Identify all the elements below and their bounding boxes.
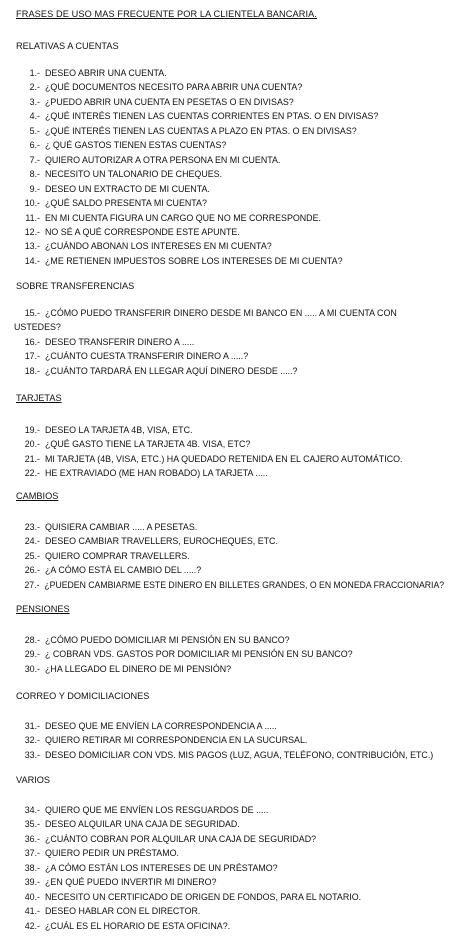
phrase-number: 12.- bbox=[24, 226, 40, 237]
phrase-item bbox=[14, 890, 444, 904]
phrase-item bbox=[14, 861, 444, 875]
phrase-text: EN MI CUENTA FIGURA UN CARGO QUE NO ME CORRESPONDE. bbox=[45, 212, 321, 223]
phrase-item bbox=[14, 875, 444, 889]
phrase-text: NO SÉ A QUÉ CORRESPONDE ESTE APUNTE. bbox=[45, 226, 240, 237]
phrase-item bbox=[14, 225, 444, 239]
phrase-text: ¿CUÁNDO ABONAN LOS INTERESES EN MI CUENTA? bbox=[45, 241, 272, 252]
phrase-text: QUISIERA CAMBIAR ..... A PESETAS. bbox=[45, 522, 198, 532]
phrase-text: NECESITO UN CERTIFICADO DE ORIGEN DE FONDOS, PARA EL NOTARIO. bbox=[45, 891, 362, 902]
phrase-item bbox=[14, 364, 444, 378]
phrase-item bbox=[14, 211, 444, 225]
phrase-item bbox=[14, 563, 444, 577]
phrase-number: 37.- bbox=[24, 848, 40, 859]
phrase-item bbox=[14, 719, 444, 733]
phrase-number: 24.- bbox=[24, 536, 40, 547]
phrase-text: ¿ME RETIENEN IMPUESTOS SOBRE LOS INTERESES DE MI CUENTA? bbox=[45, 255, 343, 266]
phrase-text: QUIERO COMPRAR TRAVELLERS. bbox=[45, 550, 190, 561]
phrase-text: QUIERO RETIRAR MI CORRESPONDENCIA EN LA SUCURSAL. bbox=[45, 735, 308, 746]
phrase-text: ¿QUÉ DOCUMENTOS NECESITO PARA ABRIR UNA CUENTA? bbox=[45, 82, 303, 93]
phrase-number: 21.- bbox=[24, 453, 40, 464]
phrase-number: 42.- bbox=[24, 920, 40, 931]
phrase-number: 4.- bbox=[29, 111, 40, 122]
phrase-number: 26.- bbox=[24, 565, 40, 576]
phrase-text: DESEO TRANSFERIR DINERO A ..... bbox=[45, 336, 195, 347]
phrase-text: DESEO DOMICILIAR CON VDS. MIS PAGOS (LUZ, AGUA, TELÉFONO, CONTRIBUCIÓN, ETC.) bbox=[45, 749, 434, 760]
phrase-text: ¿PUEDO ABRIR UNA CUENTA EN PESETAS O EN DIVISAS? bbox=[45, 96, 294, 107]
phrase-text: ¿CUÁNTO CUESTA TRANSFERIR DINERO A .....? bbox=[45, 351, 249, 362]
phrase-number: 28.- bbox=[24, 635, 40, 645]
phrase-text: DESEO LA TARJETA 4B, VISA, ETC. bbox=[45, 425, 193, 435]
phrase-item bbox=[14, 349, 444, 363]
phrase-number: 31.- bbox=[24, 721, 40, 731]
phrase-text: ¿A CÓMO ESTÁN LOS INTERESES DE UN PRÉSTAMO? bbox=[45, 862, 278, 873]
phrase-number: 17.- bbox=[24, 351, 40, 362]
phrase-text: ¿CUÁNTO TARDARÁ EN LLEGAR AQUÍ DINERO DESDE .....? bbox=[45, 365, 298, 376]
phrase-item bbox=[14, 633, 444, 647]
phrase-item bbox=[14, 66, 444, 80]
phrase-text: ¿A CÓMO ESTÁ EL CAMBIO DEL .....? bbox=[45, 565, 202, 576]
section-heading: CORREO Y DOMICILIACIONES bbox=[16, 691, 150, 701]
phrase-text: DESEO ALQUILAR UNA CAJA DE SEGURIDAD. bbox=[45, 819, 240, 830]
phrase-number: 3.- bbox=[29, 96, 40, 107]
phrase-text: ¿QUÉ INTERÉS TIENEN LAS CUENTAS CORRIENTES EN PTAS. O EN DIVISAS? bbox=[45, 111, 379, 122]
phrase-continuation: USTEDES? bbox=[14, 322, 61, 333]
phrase-item bbox=[14, 534, 444, 548]
phrase-text: ¿EN QUÉ PUEDO INVERTIR MI DINERO? bbox=[45, 877, 217, 888]
phrase-item bbox=[14, 182, 444, 196]
phrase-text: QUIERO QUE ME ENVÍEN LOS RESGUARDOS DE ..... bbox=[45, 805, 269, 815]
phrase-text: ¿CÓMO PUEDO TRANSFERIR DINERO DESDE MI BANCO EN ..... A MI CUENTA CON bbox=[45, 308, 397, 318]
section-heading: TARJETAS bbox=[16, 393, 62, 403]
phrase-item bbox=[14, 662, 444, 676]
phrase-text: HE EXTRAVIADO (ME HAN ROBADO) LA TARJETA ..... bbox=[45, 468, 268, 479]
phrase-number: 19.- bbox=[24, 425, 40, 435]
phrase-number: 40.- bbox=[24, 891, 40, 902]
phrase-number: 29.- bbox=[24, 649, 40, 660]
phrase-item bbox=[14, 335, 444, 349]
phrase-number: 5.- bbox=[29, 125, 40, 136]
phrase-item bbox=[14, 437, 444, 451]
phrase-item bbox=[14, 647, 444, 661]
phrase-item bbox=[14, 803, 444, 817]
phrase-text: ¿PUEDEN CAMBIARME ESTE DINERO EN BILLETES GRANDES, O EN MONEDA FRACCIONARIA? bbox=[44, 579, 445, 590]
phrase-item bbox=[14, 124, 444, 138]
phrase-item bbox=[14, 817, 444, 831]
phrase-item bbox=[14, 239, 444, 253]
section-heading: SOBRE TRANSFERENCIAS bbox=[16, 281, 135, 291]
phrase-text: QUIERO AUTORIZAR A OTRA PERSONA EN MI CUENTA. bbox=[45, 154, 281, 165]
phrase-item bbox=[14, 919, 444, 933]
phrase-number: 6.- bbox=[29, 140, 40, 151]
phrase-text: ¿ QUÉ GASTOS TIENEN ESTAS CUENTAS? bbox=[45, 140, 227, 151]
phrase-number: 33.- bbox=[24, 749, 40, 760]
phrase-item bbox=[14, 846, 444, 860]
phrase-item bbox=[14, 109, 444, 123]
phrase-text: ¿QUÉ GASTO TIENE LA TARJETA 4B. VISA, ETC? bbox=[45, 439, 251, 450]
phrase-text: DESEO QUE ME ENVÍEN LA CORRESPONDENCIA A ..... bbox=[45, 721, 277, 731]
phrase-item bbox=[14, 466, 444, 480]
phrase-item bbox=[14, 904, 444, 918]
phrase-text: ¿CUÁNTO COBRAN POR ALQUILAR UNA CAJA DE SEGURIDAD? bbox=[45, 833, 317, 844]
phrase-item bbox=[14, 549, 444, 563]
phrase-number: 11.- bbox=[25, 212, 40, 223]
phrase-text: ¿HA LLEGADO EL DINERO DE MI PENSIÓN? bbox=[45, 663, 232, 674]
phrase-text: DESEO ABRIR UNA CUENTA. bbox=[45, 68, 167, 78]
phrase-number: 7.- bbox=[29, 154, 40, 165]
phrase-number: 23.- bbox=[24, 522, 40, 532]
phrase-number: 20.- bbox=[24, 439, 40, 450]
phrase-item bbox=[14, 748, 444, 762]
phrase-item bbox=[14, 733, 444, 747]
phrase-number: 39.- bbox=[24, 877, 40, 888]
phrase-text: MI TARJETA (4B, VISA, ETC.) HA QUEDADO RETENIDA EN EL CAJERO AUTOMÁTICO. bbox=[45, 453, 403, 464]
section-heading: PENSIONES bbox=[16, 604, 70, 614]
phrase-item bbox=[14, 80, 444, 94]
phrase-text: DESEO CAMBIAR TRAVELLERS, EUROCHEQUES, ETC. bbox=[45, 536, 278, 547]
phrase-number: 2.- bbox=[29, 82, 40, 93]
section-heading: CAMBIOS bbox=[16, 491, 59, 501]
phrase-text: ¿QUÉ SALDO PRESENTA MI CUENTA? bbox=[45, 198, 207, 209]
phrase-item bbox=[14, 254, 444, 268]
phrase-item bbox=[14, 196, 444, 210]
phrase-number: 13.- bbox=[24, 241, 40, 252]
section-heading: RELATIVAS A CUENTAS bbox=[16, 41, 119, 51]
phrase-text: ¿ COBRAN VDS. GASTOS POR DOMICILIAR MI PENSIÓN EN SU BANCO? bbox=[45, 649, 353, 660]
phrase-text: DESEO UN EXTRACTO DE MI CUENTA. bbox=[45, 183, 210, 194]
phrase-number: 15.- bbox=[24, 308, 40, 318]
phrase-text: ¿QUÉ INTERÉS TIENEN LAS CUENTAS A PLAZO EN PTAS. O EN DIVISAS? bbox=[45, 125, 357, 136]
phrase-text: QUIERO PEDIR UN PRÉSTAMO. bbox=[45, 848, 179, 859]
phrase-number: 25.- bbox=[24, 550, 40, 561]
phrase-number: 10.- bbox=[24, 198, 40, 209]
phrase-number: 18.- bbox=[24, 365, 40, 376]
document-title: FRASES DE USO MAS FRECUENTE POR LA CLIENTELA BANCARIA. bbox=[16, 9, 317, 19]
phrase-number: 1.- bbox=[29, 68, 40, 78]
phrase-item bbox=[14, 452, 444, 466]
section-heading: VARIOS bbox=[16, 775, 51, 785]
phrase-item bbox=[14, 306, 444, 320]
phrase-item bbox=[14, 832, 444, 846]
phrase-number: 9.- bbox=[29, 183, 40, 194]
phrase-item bbox=[14, 95, 444, 109]
phrase-number: 22.- bbox=[24, 468, 40, 479]
phrase-number: 38.- bbox=[24, 862, 40, 873]
phrase-number: 41.- bbox=[24, 906, 40, 917]
phrase-number: 34.- bbox=[24, 805, 40, 815]
phrase-number: 32.- bbox=[24, 735, 40, 746]
phrase-item bbox=[14, 167, 444, 181]
phrase-text: DESEO HABLAR CON EL DIRECTOR. bbox=[45, 906, 201, 917]
phrase-number: 8.- bbox=[29, 169, 40, 180]
phrase-text: NECESITO UN TALONARIO DE CHEQUES. bbox=[45, 169, 223, 180]
phrase-text: ¿CUÁL ES EL HORARIO DE ESTA OFICINA?. bbox=[45, 920, 231, 931]
phrase-number: 35.- bbox=[24, 819, 40, 830]
phrase-item bbox=[14, 138, 444, 152]
phrase-text: ¿CÓMO PUEDO DOMICILIAR MI PENSIÓN EN SU BANCO? bbox=[45, 635, 290, 645]
phrase-item bbox=[14, 423, 444, 437]
phrase-item bbox=[14, 520, 444, 534]
phrase-number: 36.- bbox=[24, 833, 40, 844]
phrase-number: 30.- bbox=[24, 663, 40, 674]
phrase-number: 27.- bbox=[24, 579, 40, 590]
phrase-item bbox=[14, 578, 445, 592]
phrase-number: 14.- bbox=[24, 255, 40, 266]
phrase-item bbox=[14, 153, 444, 167]
phrase-number: 16.- bbox=[24, 336, 40, 347]
